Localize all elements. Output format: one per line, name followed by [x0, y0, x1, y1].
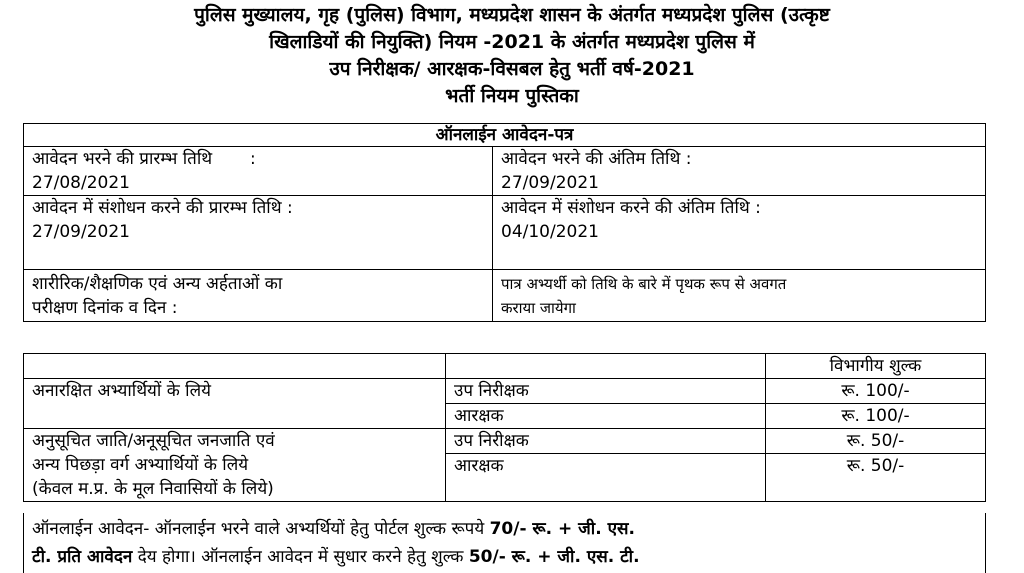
physical-test-info: पात्र अभ्यर्थी को तिथि के बारे में पृथक रूप से अवगत [501, 275, 787, 293]
application-start-date: 27/08/2021 [32, 173, 130, 193]
departmental-fee-table [23, 353, 986, 502]
note-line-1-text: ऑनलाईन आवेदन- ऑनलाईन भरने वाले अभ्यर्थियों हेतु पोर्टल शुल्क रूपये [32, 519, 490, 539]
application-start-label: आवेदन भरने की प्रारम्भ तिथि : [32, 149, 256, 169]
application-end-date: 27/09/2021 [501, 173, 599, 193]
note-per-application: टी. प्रति आवेदन [32, 547, 133, 567]
physical-test-info-cell [493, 270, 986, 322]
reserved-post-constable: आरक्षक [446, 454, 766, 502]
unreserved-fee-si: रू. 100/- [766, 379, 986, 404]
header-line-4: भर्ती नियम पुस्तिका [445, 85, 579, 107]
reserved-fee-constable: रू. 50/- [766, 454, 986, 502]
header-line-3: उप निरीक्षक/ आरक्षक-विसबल हेतु भर्ती वर्ष-2021 [329, 58, 695, 80]
unreserved-category-label: अनारक्षित अभ्यार्थियों के लिये [32, 381, 211, 401]
physical-test-cell [24, 270, 493, 322]
dates-table-title: ऑनलाईन आवेदन-पत्र [24, 124, 986, 147]
correction-end-date: 04/10/2021 [501, 222, 599, 242]
reserved-fee-si: रू. 50/- [766, 429, 986, 454]
note-correction-fee: 50/- रू. + जी. एस. टी. [468, 547, 640, 567]
note-portal-fee: 70/- रू. + जी. एस. [489, 519, 635, 539]
fee-header-blank [24, 354, 446, 379]
note-line-2-text: देय होगा। ऑनलाईन आवेदन में सुधार करने हेतु शुल्क [132, 547, 469, 567]
header-line-2: खिलाडियों की नियुक्ति) नियम -2021 के अंतर्गत मध्यप्रदेश पुलिस में [269, 31, 755, 53]
physical-test-label: शारीरिक/शैक्षणिक एवं अन्य अर्हताओं का [32, 274, 283, 294]
header-line-1: पुलिस मुख्यालय, गृह (पुलिस) विभाग, मध्यप्रदेश शासन के अंतर्गत मध्यप्रदेश पुलिस (उत्कृष्ट [194, 4, 830, 26]
application-start-cell [24, 147, 493, 196]
correction-end-cell [493, 196, 986, 270]
document-header [0, 2, 1024, 110]
physical-test-info-cont: कराया जायेगा [501, 299, 576, 317]
unreserved-fee-constable: रू. 100/- [766, 404, 986, 429]
reserved-category-line-3: (केवल म.प्र. के मूल निवासियों के लिये) [32, 479, 274, 499]
reserved-category-line-1: अनुसूचित जाति/अनूसूचित जनजाति एवं [32, 431, 275, 451]
correction-start-date: 27/09/2021 [32, 222, 130, 242]
reserved-post-si: उप निरीक्षक [446, 429, 766, 454]
correction-start-label: आवेदन में संशोधन करने की प्रारम्भ तिथि : [32, 198, 293, 218]
unreserved-post-constable: आरक्षक [446, 404, 766, 429]
application-end-label: आवेदन भरने की अंतिम तिथि : [501, 149, 692, 169]
fee-header: विभागीय शुल्क [766, 354, 986, 379]
online-fee-note [23, 513, 986, 573]
reserved-category-line-2: अन्य पिछड़ा वर्ग अभ्यार्थियों के लिये [32, 455, 249, 475]
unreserved-category-cell [24, 379, 446, 429]
reserved-category-cell [24, 429, 446, 502]
correction-start-cell [24, 196, 493, 270]
correction-end-label: आवेदन में संशोधन करने की अंतिम तिथि : [501, 198, 761, 218]
application-end-cell [493, 147, 986, 196]
fee-header-blank-post [446, 354, 766, 379]
online-application-dates-table [23, 123, 986, 322]
unreserved-post-si: उप निरीक्षक [446, 379, 766, 404]
physical-test-label-cont: परीक्षण दिनांक व दिन : [32, 298, 178, 318]
